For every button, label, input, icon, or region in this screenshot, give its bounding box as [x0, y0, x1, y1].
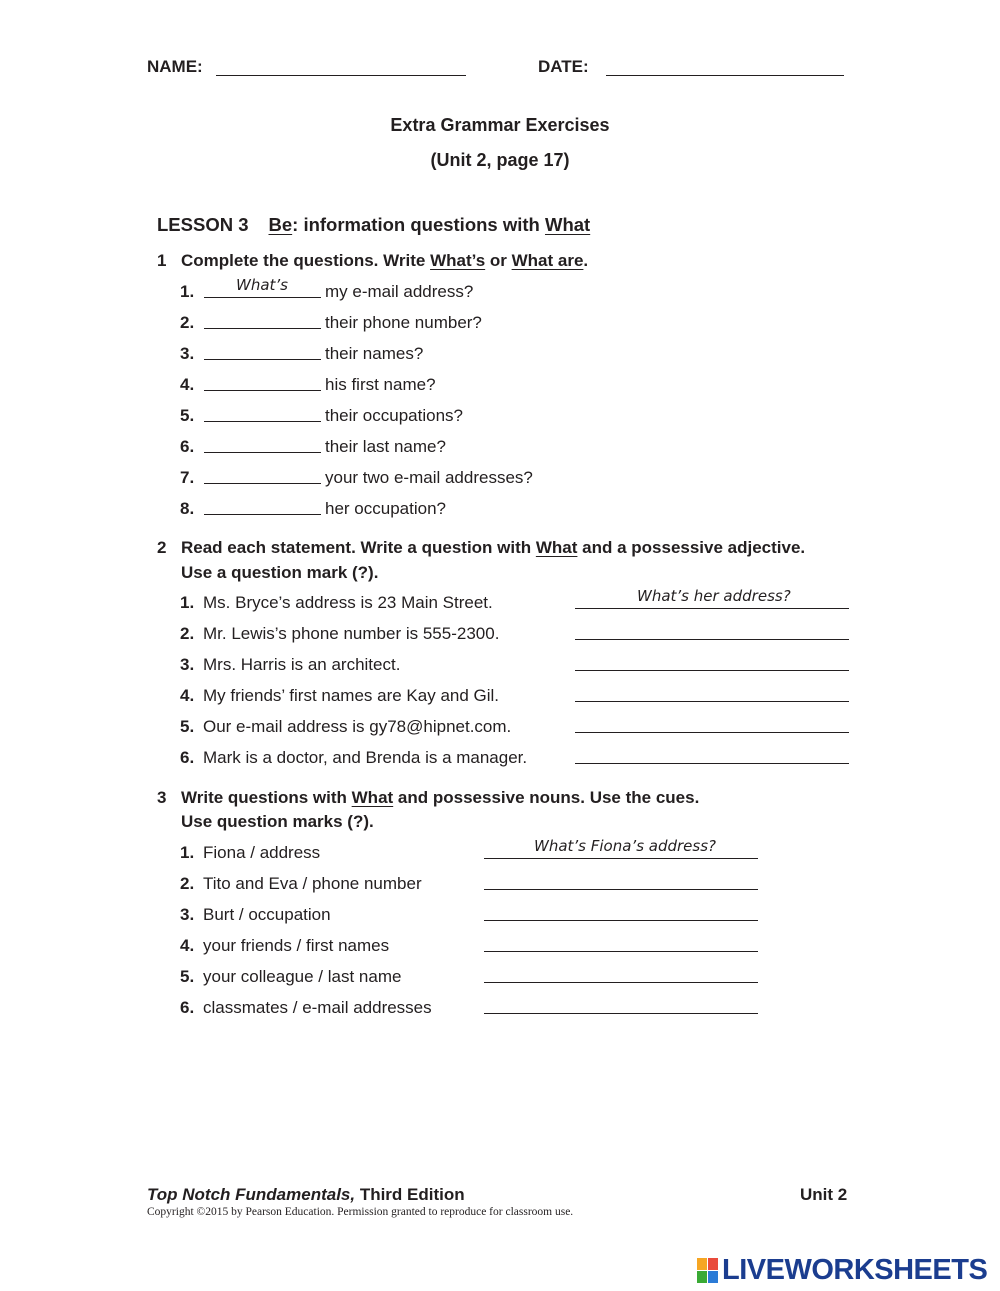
lesson-what: What [544, 214, 591, 235]
exercise1-what-are: What are [511, 251, 584, 270]
item-number: 1. [180, 593, 195, 612]
statement-text: Our e-mail address is gy78@hipnet.com. [203, 717, 512, 736]
date-field[interactable] [606, 75, 844, 76]
list-item [180, 967, 760, 987]
liveworksheets-logo[interactable] [697, 1255, 993, 1287]
item-number: 6. [180, 998, 195, 1017]
name-field[interactable] [216, 75, 466, 76]
logo-text: LIVEWORKSHEETS [722, 1254, 988, 1286]
statement-text: Mark is a doctor, and Brenda is a manager. [203, 748, 528, 767]
exercise2-instr-text: Read each statement. Write a question with [181, 538, 536, 557]
exercise1-or: or [485, 251, 512, 270]
book-name: Top Notch Fundamentals, [147, 1185, 356, 1204]
handwritten-answer: What’s her address? [637, 587, 791, 605]
question-text: their names? [325, 344, 424, 363]
item-number: 3. [180, 344, 195, 363]
question-text: their occupations? [325, 406, 463, 425]
exercise1-instructions [157, 251, 588, 271]
exercise3-number: 3 [157, 788, 167, 807]
item-number: 2. [180, 313, 195, 332]
list-item [180, 998, 760, 1018]
answer-blank[interactable] [204, 452, 321, 453]
footer-copyright: Copyright ©2015 by Pearson Education. Permission granted to reproduce for classroom use. [147, 1206, 574, 1218]
question-text: my e-mail address? [325, 282, 474, 301]
item-number: 6. [180, 748, 195, 767]
answer-blank[interactable] [204, 514, 321, 515]
answer-line[interactable] [575, 670, 849, 671]
exercise1-whats: What’s [430, 251, 486, 270]
answer-line[interactable] [575, 608, 849, 609]
question-text: your two e-mail addresses? [325, 468, 533, 487]
answer-blank[interactable] [204, 297, 321, 298]
name-label: NAME: [147, 57, 203, 76]
lesson-text: : information questions with [292, 214, 545, 235]
lesson-heading [157, 214, 590, 236]
list-item [180, 587, 850, 613]
exercise3-instructions [157, 788, 699, 808]
item-number: 4. [180, 686, 195, 705]
handwritten-answer: What’s [236, 276, 288, 294]
exercise3-instr-text-b: and possessive nouns. Use the cues. [393, 788, 700, 807]
exercise1-instr-text: Complete the questions. Write [181, 251, 431, 270]
answer-blank[interactable] [204, 359, 321, 360]
exercise3-instructions-line2: Use question marks (?). [181, 812, 374, 831]
footer-book-title [147, 1185, 465, 1205]
answer-line[interactable] [484, 982, 758, 983]
list-item [180, 837, 760, 863]
page-title: Extra Grammar Exercises [390, 115, 610, 135]
item-number: 8. [180, 499, 195, 518]
item-number: 5. [180, 967, 195, 986]
item-number: 7. [180, 468, 195, 487]
exercise2-instr-text-b: and a possessive adjective. [577, 538, 806, 557]
item-number: 2. [180, 874, 195, 893]
cue-text: your friends / first names [203, 936, 390, 955]
statement-text: Mr. Lewis’s phone number is 555-2300. [203, 624, 500, 643]
answer-line[interactable] [484, 1013, 758, 1014]
exercise2-what: What [535, 538, 578, 557]
answer-blank[interactable] [204, 328, 321, 329]
exercise3-instr-text: Write questions with [181, 788, 352, 807]
cue-text: classmates / e-mail addresses [203, 998, 432, 1017]
item-number: 2. [180, 624, 195, 643]
lesson-be: Be [268, 214, 293, 235]
cue-text: Fiona / address [203, 843, 321, 862]
list-item [180, 936, 760, 956]
item-number: 5. [180, 406, 195, 425]
answer-line[interactable] [484, 951, 758, 952]
question-text: his first name? [325, 375, 436, 394]
item-number: 3. [180, 905, 195, 924]
exercise3-what: What [351, 788, 394, 807]
page-subtitle: (Unit 2, page 17) [430, 150, 570, 170]
statement-text: Ms. Bryce’s address is 23 Main Street. [203, 593, 493, 612]
exercise1-period: . [583, 251, 589, 270]
exercise2-instructions-line2: Use a question mark (?). [181, 563, 379, 582]
item-number: 4. [180, 936, 195, 955]
list-item [180, 624, 850, 644]
item-number: 4. [180, 375, 195, 394]
cue-text: Tito and Eva / phone number [203, 874, 422, 893]
exercise1-number: 1 [157, 251, 167, 270]
answer-line[interactable] [484, 920, 758, 921]
answer-line[interactable] [484, 858, 758, 859]
item-number: 1. [180, 843, 195, 862]
answer-line[interactable] [575, 639, 849, 640]
answer-line[interactable] [575, 763, 849, 764]
item-number: 3. [180, 655, 195, 674]
statement-text: My friends’ first names are Kay and Gil. [203, 686, 500, 705]
answer-line[interactable] [484, 889, 758, 890]
cue-text: your colleague / last name [203, 967, 402, 986]
question-text: their last name? [325, 437, 446, 456]
list-item [180, 717, 850, 737]
answer-line[interactable] [575, 732, 849, 733]
exercise2-instructions [157, 538, 805, 558]
answer-blank[interactable] [204, 421, 321, 422]
list-item [180, 686, 850, 706]
item-number: 6. [180, 437, 195, 456]
item-number: 5. [180, 717, 195, 736]
date-label: DATE: [538, 57, 589, 76]
list-item [180, 874, 760, 894]
answer-blank[interactable] [204, 390, 321, 391]
list-item [180, 905, 760, 925]
footer-unit: Unit 2 [800, 1185, 848, 1204]
book-edition: Third Edition [355, 1185, 465, 1204]
handwritten-answer: What’s Fiona’s address? [534, 837, 717, 855]
list-item [180, 748, 850, 768]
answer-blank[interactable] [204, 483, 321, 484]
statement-text: Mrs. Harris is an architect. [203, 655, 401, 674]
list-item [180, 655, 850, 675]
item-number: 1. [180, 282, 195, 301]
logo-blocks-icon [697, 1258, 719, 1284]
exercise2-number: 2 [157, 538, 167, 557]
cue-text: Burt / occupation [203, 905, 331, 924]
question-text: her occupation? [325, 499, 446, 518]
answer-line[interactable] [575, 701, 849, 702]
question-text: their phone number? [325, 313, 482, 332]
lesson-label: LESSON 3 [157, 214, 249, 235]
